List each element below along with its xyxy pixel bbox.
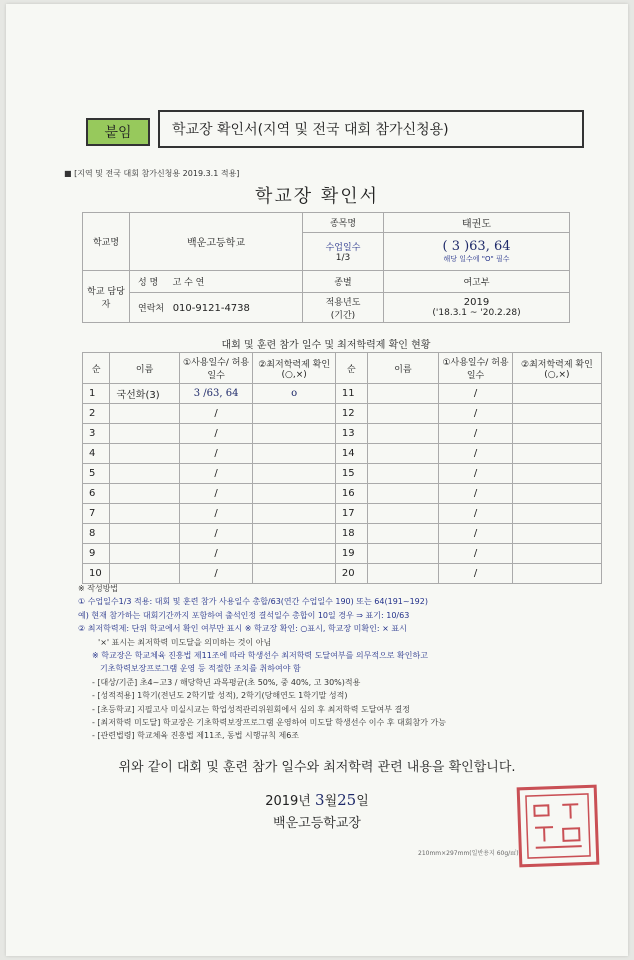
note-line: ※ 학교장은 학교체육 진흥법 제11조에 따라 학생선수 최저학력 도달여부를 의무적으로 확인하고 <box>92 651 428 661</box>
table-row <box>83 524 602 544</box>
row-number: 12 <box>335 404 367 424</box>
row-check <box>253 504 335 524</box>
row-days: / <box>179 524 253 544</box>
row-number: 15 <box>335 464 367 484</box>
seal-glyphs <box>522 790 594 862</box>
row-number: 10 <box>83 564 110 584</box>
name-value: 고 수 연 <box>172 278 205 288</box>
gender-value: 여고부 <box>384 271 570 293</box>
row-days: / <box>439 544 513 564</box>
sub-note: ■ [지역 및 전국 대회 참가신청용 2019.3.1 적용] <box>64 169 240 178</box>
row-days: 3 /63, 64 <box>179 384 253 404</box>
table-row <box>83 444 602 464</box>
row-name <box>367 484 438 504</box>
row-name <box>110 464 179 484</box>
row-days: / <box>439 424 513 444</box>
col-no-right: 순 <box>335 353 367 384</box>
col-name-right: 이름 <box>367 353 438 384</box>
row-number: 1 <box>83 384 110 404</box>
document-page <box>6 4 628 956</box>
row-check <box>253 564 335 584</box>
row-name <box>110 424 179 444</box>
col-days: ①사용일수/ 허용일수 <box>179 353 253 384</box>
row-number: 6 <box>83 484 110 504</box>
row-days: / <box>179 444 253 464</box>
table-row <box>83 424 602 444</box>
row-check <box>253 544 335 564</box>
table-row <box>83 484 602 504</box>
col-check-right: ②최저학력제 확인(○,×) <box>512 353 601 384</box>
table-row <box>83 404 602 424</box>
row-number: 13 <box>335 424 367 444</box>
row-number: 2 <box>83 404 110 424</box>
note-line: ② 최저학력제: 단위 학교에서 확인 여부만 표시 ※ 학교장 확인: ○표시, 학교장 미확인: × 표시 <box>78 624 407 634</box>
year-label: 적용년도 <box>325 297 361 308</box>
table-row <box>83 384 602 404</box>
row-number: 19 <box>335 544 367 564</box>
table-row <box>83 564 602 584</box>
date-day: 25 <box>337 791 357 809</box>
row-days: / <box>439 484 513 504</box>
row-days: / <box>439 384 513 404</box>
table-row <box>83 544 602 564</box>
row-days: / <box>179 504 253 524</box>
row-number: 14 <box>335 444 367 464</box>
row-name: 국선화(3) <box>110 384 179 404</box>
year-label-cell <box>303 293 384 323</box>
row-name <box>367 384 438 404</box>
days-label-fraction: 1/3 <box>335 253 351 263</box>
days-hint: 해당 일수에 "O" 필수 <box>443 255 510 263</box>
row-name <box>367 464 438 484</box>
document-title: 학교장 확인서 <box>254 186 380 207</box>
info-table <box>82 212 570 323</box>
row-check <box>512 564 601 584</box>
table-title: 대회 및 훈련 참가 일수 및 최저학력제 확인 현황 <box>221 340 431 351</box>
event-label: 종목명 <box>303 213 384 233</box>
note-line: - [관련법령] 학교체육 진흥법 제11조, 동법 시행규칙 제6조 <box>92 731 300 741</box>
row-check <box>512 524 601 544</box>
row-days: / <box>179 464 253 484</box>
date-day-unit: 일 <box>356 794 369 809</box>
row-name <box>110 504 179 524</box>
row-number: 5 <box>83 464 110 484</box>
row-days: / <box>179 484 253 504</box>
days-label: 수업일수 <box>325 243 361 253</box>
note-line: ※ 작성방법 <box>78 584 119 593</box>
row-check <box>253 424 335 444</box>
school-name: 백운고등학교 <box>130 213 303 271</box>
row-check <box>253 464 335 484</box>
name-label: 성 명 <box>138 278 159 288</box>
note-line: - [최저학력 미도달] 학교장은 기초학력보장프로그램 운영하여 미도달 학생선수 이수 후 대회참가 가능 <box>92 718 446 728</box>
contact-cell <box>130 293 303 323</box>
year-value-cell <box>384 293 570 323</box>
days-value: ( 3 )63, 64 <box>442 239 511 254</box>
year-period: ('18.3.1 ~ '20.2.28) <box>432 308 521 318</box>
row-name <box>110 564 179 584</box>
row-check <box>512 484 601 504</box>
row-check <box>512 424 601 444</box>
row-days: / <box>179 404 253 424</box>
row-number: 8 <box>83 524 110 544</box>
row-number: 17 <box>335 504 367 524</box>
row-check <box>253 484 335 504</box>
participation-table <box>82 352 602 584</box>
row-number: 4 <box>83 444 110 464</box>
row-check <box>512 504 601 524</box>
row-name <box>367 524 438 544</box>
row-name <box>110 524 179 544</box>
note-line: - [대상/기준] 초4~고3 / 해당학년 과목평균(초 50%, 중 40%, 고 30%)적용 <box>92 677 361 687</box>
row-days: / <box>439 404 513 424</box>
event-value: 태권도 <box>384 213 570 233</box>
header-box <box>86 110 586 150</box>
row-name <box>110 444 179 464</box>
date-month-unit: 월 <box>324 794 338 809</box>
row-check <box>253 444 335 464</box>
year-label-period: (기간) <box>330 310 356 321</box>
school-signature: 백운고등학교장 <box>273 816 361 831</box>
school-label: 학교명 <box>83 213 130 271</box>
gender-label: 종별 <box>303 271 384 293</box>
row-check <box>512 544 601 564</box>
row-name <box>367 564 438 584</box>
row-days: / <box>179 544 253 564</box>
row-number: 18 <box>335 524 367 544</box>
header-title: 학교장 확인서(지역 및 전국 대회 참가신청용) <box>158 110 584 148</box>
table-row <box>83 504 602 524</box>
row-check: o <box>253 384 335 404</box>
row-name <box>367 544 438 564</box>
days-value-cell <box>384 233 570 271</box>
note-line: 예) 현재 참가하는 대회기간까지 포함하여 출석인정 결석일수 총합이 10일 경우 ⇒ 표기: 10/63 <box>78 610 410 620</box>
paper-size-footer: 210mm×297mm(일반용지 60g/㎡) <box>418 850 519 857</box>
attachment-tag: 붙임 <box>86 118 150 146</box>
row-name <box>367 404 438 424</box>
date-month: 3 <box>315 791 325 809</box>
table-row <box>83 464 602 484</box>
row-name <box>367 444 438 464</box>
row-name <box>367 504 438 524</box>
official-seal <box>517 785 600 868</box>
row-check <box>512 384 601 404</box>
row-check <box>253 524 335 544</box>
row-name <box>110 544 179 564</box>
row-check <box>253 404 335 424</box>
note-line: 기초학력보장프로그램 운영 등 적절한 조치를 취하여야 함 <box>100 664 301 674</box>
row-days: / <box>439 524 513 544</box>
note-line: ① 수업일수1/3 적용: 대회 및 훈련 참가 사용일수 총합/63(연간 수업일수 190) 또는 64(191~192) <box>78 597 428 607</box>
row-days: / <box>439 444 513 464</box>
contact-label: 연락처 <box>138 304 165 314</box>
row-number: 7 <box>83 504 110 524</box>
writing-guide <box>78 582 598 743</box>
row-days: / <box>439 564 513 584</box>
row-days: / <box>439 464 513 484</box>
col-days-right: ①사용일수/ 허용일수 <box>439 353 513 384</box>
year-value: 2019 <box>463 297 490 308</box>
row-days: / <box>179 424 253 444</box>
contact-value: 010-9121-4738 <box>172 303 250 314</box>
note-line: - [성적적용] 1학기(전년도 2학기말 성적), 2학기(당해연도 1학기말 성적) <box>92 691 348 701</box>
note-line: '×' 표시는 최저학력 미도달을 의미하는 것이 아님 <box>98 637 272 647</box>
note-line: - [초등학교] 지필고사 미실시교는 학업성적관리위원회에서 심의 후 최저학력 도달여부 결정 <box>92 704 410 714</box>
days-label-cell <box>303 233 384 271</box>
row-number: 20 <box>335 564 367 584</box>
row-check <box>512 404 601 424</box>
row-name <box>110 404 179 424</box>
row-name <box>110 484 179 504</box>
teacher-label: 학교 담당자 <box>83 271 130 323</box>
row-number: 3 <box>83 424 110 444</box>
row-number: 11 <box>335 384 367 404</box>
row-days: / <box>179 564 253 584</box>
col-check: ②최저학력제 확인(○,×) <box>253 353 335 384</box>
row-name <box>367 424 438 444</box>
row-check <box>512 444 601 464</box>
confirm-statement: 위와 같이 대회 및 훈련 참가 일수와 최저학력 관련 내용을 확인합니다. <box>118 760 516 775</box>
row-days: / <box>439 504 513 524</box>
row-check <box>512 464 601 484</box>
col-no: 순 <box>83 353 110 384</box>
teacher-name-cell <box>130 271 303 293</box>
row-number: 16 <box>335 484 367 504</box>
date-year: 2019년 <box>265 794 311 809</box>
col-name: 이름 <box>110 353 179 384</box>
row-number: 9 <box>83 544 110 564</box>
